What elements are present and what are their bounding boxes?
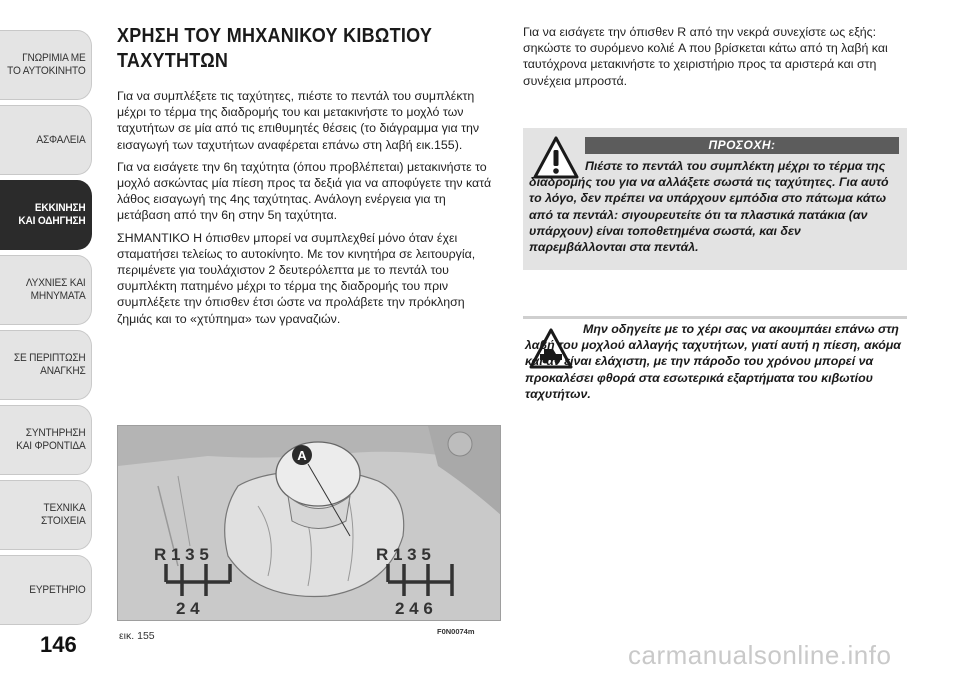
gear-lever-figure bbox=[117, 425, 501, 621]
note-box bbox=[523, 316, 907, 406]
warning-text: Πιέστε το πεντάλ του συμπλέκτη μέχρι το τέρμα της διαδρομής του για να αλλάξετε σωστά τις ταχύτητες. Για αυτό το λόγο, δεν πρέπει να υπάρχουν εμπόδια στο πάτωμα κάτω από τα πεντάλ: σιγουρευτείτε ότι τα πλαστικά πατάκια (αν υπάρχουν) είναι τοποθετημένα σωστά, και δεν παρεμβάλλονται στα πεντάλ. bbox=[529, 159, 889, 255]
tab-maintenance[interactable]: ΣΥΝΤΗΡΗΣΗ ΚΑΙ ΦΡΟΝΤΙΔΑ bbox=[0, 405, 92, 475]
warning-box bbox=[523, 128, 907, 270]
paragraph-shifting: Για να συμπλέξετε τις ταχύτητες, πιέστε το πεντάλ του συμπλέκτη μέχρι το τέρμα της διαδρομής του και μετακινήστε το μοχλό των ταχυτήτων σε μία από τις επιθυμητές θέσεις (το διάγραμμα για την εισαγωγή των ταχυτήτων αναφέρεται επάνω στη λαβή εικ.155). bbox=[117, 89, 480, 152]
gear-lever-illustration bbox=[118, 426, 501, 621]
note-text: Μην οδηγείτε με το χέρι σας να ακουμπάει επάνω στη λαβή του μοχλού αλλαγής ταχυτήτων, γιατί αυτή η πίεση, ακόμα και αν είναι ελάχιστη, με την πάροδο του χρόνου μπορεί να προκαλέσει φθορά στα εσωτερικά εξαρτήματα του κιβωτίου ταχυτήτων. bbox=[525, 322, 901, 401]
paragraph-important-reverse: ΣΗΜΑΝΤΙΚΟ Η όπισθεν μπορεί να συμπλεχθεί μόνο όταν έχει σταματήσει τελείως το αυτοκίνητο. Με τον κινητήρα σε λειτουργία, περιμένετε για τουλάχιστον 2 δευτερόλεπτα με το πεντάλ του συμπλέκτη πατημένο μέχρι το τέρμα της διαδρομής του πριν συμπλέξετε την όπισθεν έτσι ώστε να προλάβετε την πρόκληση ζημιάς και το «χτύπημα» των γραναζιών. bbox=[117, 230, 476, 326]
right-column bbox=[523, 24, 907, 95]
callout-a: A bbox=[297, 448, 307, 463]
warning-header: ΠΡΟΣΟΧΗ: bbox=[585, 137, 899, 154]
tab-index[interactable]: ΕΥΡΕΤΗΡΙΟ bbox=[0, 555, 92, 625]
tab-getting-to-know[interactable]: ΓΝΩΡΙΜΙΑ ΜΕ ΤΟ ΑΥΤΟΚΙΝΗΤΟ bbox=[0, 30, 92, 100]
tab-starting-driving[interactable]: ΕΚΚΙΝΗΣΗ ΚΑΙ ΟΔΗΓΗΣΗ bbox=[0, 180, 92, 250]
pattern-6-bottom: 2 4 6 bbox=[395, 599, 433, 618]
tab-safety[interactable]: ΑΣΦΑΛΕΙΑ bbox=[0, 105, 92, 175]
page-title: ΧΡΗΣΗ ΤΟΥ ΜΗΧΑΝΙΚΟΥ ΚΙΒΩΤΙΟΥ ΤΑΧΥΤΗΤΩΝ bbox=[117, 25, 433, 72]
tab-technical-data[interactable]: ΤΕΧΝΙΚΑ ΣΤΟΙΧΕΙΑ bbox=[0, 480, 92, 550]
paragraph-sixth-gear: Για να εισάγετε την 6η ταχύτητα (όπου προβλέπεται) μετακινήστε το μοχλό ασκώντας μία πίεση προς τα δεξιά για να αποφύγετε την κατά λάθος εισαγωγή της 4ης ταχύτητας. Ανάλογη ενέργεια για τη μετάβαση από την 6η στην 5η ταχύτητα. bbox=[117, 159, 492, 223]
tab-emergency[interactable]: ΣΕ ΠΕΡΙΠΤΩΣΗ ΑΝΑΓΚΗΣ bbox=[0, 330, 92, 400]
figure-code: F0N0074m bbox=[437, 627, 475, 636]
paragraph-reverse-procedure: Για να εισάγετε την όπισθεν R από την νεκρά συνεχίστε ως εξής: σηκώστε το συρόμενο κολιέ A που βρίσκεται κάτω από τη λαβή και ταυτόχρονα μετακινήστε το χειριστήριο προς τα αριστερά και στη συνέχεια μπροστά. bbox=[523, 25, 888, 88]
figure-caption: εικ. 155 bbox=[119, 630, 155, 642]
pattern-5-top: R 1 3 5 bbox=[154, 545, 209, 564]
page-number: 146 bbox=[40, 632, 77, 657]
tab-warning-lights[interactable]: ΛΥΧΝΙΕΣ ΚΑΙ ΜΗΝΥΜΑΤΑ bbox=[0, 255, 92, 325]
left-column bbox=[117, 24, 501, 333]
pattern-5-bottom: 2 4 bbox=[176, 599, 200, 618]
watermark: carmanualsonline.info bbox=[628, 640, 892, 670]
pattern-6-top: R 1 3 5 bbox=[376, 545, 431, 564]
